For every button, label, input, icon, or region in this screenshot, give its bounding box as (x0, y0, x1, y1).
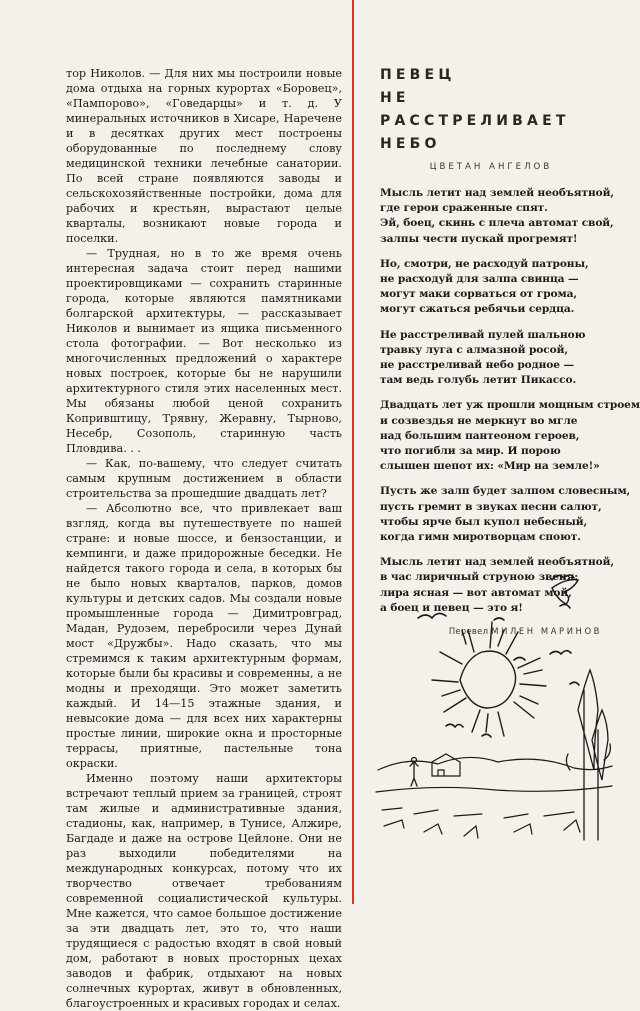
poem-stanza (380, 186, 614, 247)
article-paragraph: — Трудная, но в то же время очень интересная задача стоит перед нашими проектировщиками — сохранить старинные города, которые являются памятниками болгарской архитектуры, — рассказывает Николов и вынимает из ящика письменного стола фотографии. — Вот несколько из многочисленных предложений о характере новых построек, которые бы не нарушили архитектурного стиля этих населенных мест. Мы обязаны любой ценой сохранить Копривштицу, Трявну, Жеравну, Тырново, Несебр, Созополь, старинную часть Пловдива. . . (66, 247, 342, 455)
poem-line: Мысль летит над землей необъятной, (380, 187, 614, 199)
poem-title (380, 64, 602, 156)
trees-drawing (566, 670, 610, 840)
poem-line: лира ясная — вот автомат мой, (380, 586, 572, 599)
poem-line: Двадцать лет уж прошли мощным строем (380, 399, 640, 412)
poem-line: не расстреливай небо родное — (380, 359, 574, 372)
article-paragraph: тор Николов. — Для них мы построили новые дома отдыха на горных курортах «Боровец», «Пампорово», «Говедарцы» и т. д. У минеральных источников в Хисаре, Наречене и в десятках других мест построены оборудованные по последнему слову медицинской техники лечебные санатории. По всей стране появляются заводы и сельскохозяйственные постройки, дома для рабочих и крестьян, вырастают целые кварталы, возникают новые города и поселки. (66, 67, 342, 245)
poem-line: могут сжаться ребячьи сердца. (380, 303, 575, 316)
poem-stanza (380, 328, 602, 389)
poem-line: пусть гремит в звуках песни салют, (380, 500, 602, 513)
poem-line: а боец и певец — это я! (380, 601, 523, 614)
poem-line: слышен шепот их: «Мир на земле!» (380, 460, 600, 473)
poem-stanza (380, 398, 640, 474)
ink-illustration (374, 560, 614, 846)
poem-line: над большим пантеоном героев, (380, 429, 580, 442)
poem-line: Мысль летит над землей необъятной, (380, 556, 614, 569)
landscape-drawing (376, 757, 612, 838)
poem-title-line: НЕБО (380, 136, 441, 152)
poem-title-line: НЕ РАССТРЕЛИВАЕТ (380, 90, 570, 129)
poem-line: Не расстреливай пулей шальною (380, 328, 586, 341)
poem-title-line: ПЕВЕЦ (380, 67, 456, 83)
translator-name: МИЛЕН МАРИНОВ (491, 626, 602, 637)
translator-prefix: Перевел (448, 626, 489, 637)
article-paragraph: — Как, по-вашему, что следует считать самым крупным достижением в области строительства за прошедшие двадцать лет? (66, 457, 342, 500)
poem-line: где герои сраженные спят. (380, 202, 548, 215)
poem-line: и созвездья не меркнут во мгле (380, 414, 578, 427)
poem-line: травку луга с алмазной росой, (380, 343, 568, 356)
article-paragraph: — Абсолютно все, что привлекает ваш взгляд, когда вы путешествуете по нашей стране: и новые шоссе, и бензостанции, и кемпинги, и даже придорожные беседки. Не найдется такого города и села, в которых бы не было новых кварталов, парков, домов культуры и детских садов. Мы создали новые промышленные города — Димитровград, Мадан, Рудозем, перебросили через Дунай мост «Дружбы». Надо сказать, что мы стремимся к таким архитектурным формам, которые были бы красивы и современны, а не модны и преходящи. Это может заметить каждый. И 14—15 этажные здания, и невысокие дома — для всех них характерны простые линии, широкие окна и просторные террасы, приятные, пастельные тона окраски. (66, 502, 342, 770)
poem-line: в час лиричный струною звеня: (380, 571, 579, 584)
article-column (66, 66, 342, 1011)
dove-drawing (552, 580, 578, 604)
poem-line: Эй, боец, скинь с плеча автомат свой, (380, 217, 614, 230)
poem-line: там ведь голубь летит Пикассо. (380, 374, 577, 387)
article-paragraph: Именно поэтому наши архитекторы встречают теплый прием за границей, строят там жилые и административные здания, стадионы, как, например, в Тунисе, Алжире, Багдаде и даже на острове Цейлоне. Они не раз выходили победителями на международных конкурсах, потому что их творчество отвечает требованиям современной социалистической культуры. Мне кажется, что самое большое достижение за эти двадцать лет, это то, что наши трудящиеся с радостью входят в свой новый дом, работают в новых просторных цехах заводов и фабрик, отдыхают на новых солнечных курортах, живут в обновленных, благоустроенных и красивых городах и селах. (66, 772, 342, 1010)
poem-line: чтобы ярче был купол небесный, (380, 515, 588, 528)
poem-column (380, 64, 640, 637)
poem-line: залпы чести пускай прогремят! (380, 232, 578, 245)
sun-drawing (432, 622, 546, 736)
poem-line: что погибли за мир. И порою (380, 445, 561, 458)
house-drawing (432, 754, 460, 776)
poem-line: могут маки сорваться от грома, (380, 288, 577, 301)
poem-line: не расходуй для залпа свинца — (380, 273, 579, 286)
poem-line: Пусть же залп будет залпом словесным, (380, 485, 631, 498)
poem-line: когда гимн миротворцам споют. (380, 531, 581, 544)
poem-stanza (380, 257, 602, 318)
poem-stanza (380, 484, 631, 545)
poem-line: Но, смотри, не расходуй патроны, (380, 257, 589, 270)
poem-author: ЦВЕТАН АНГЕЛОВ (429, 162, 553, 172)
red-column-divider (352, 0, 354, 904)
